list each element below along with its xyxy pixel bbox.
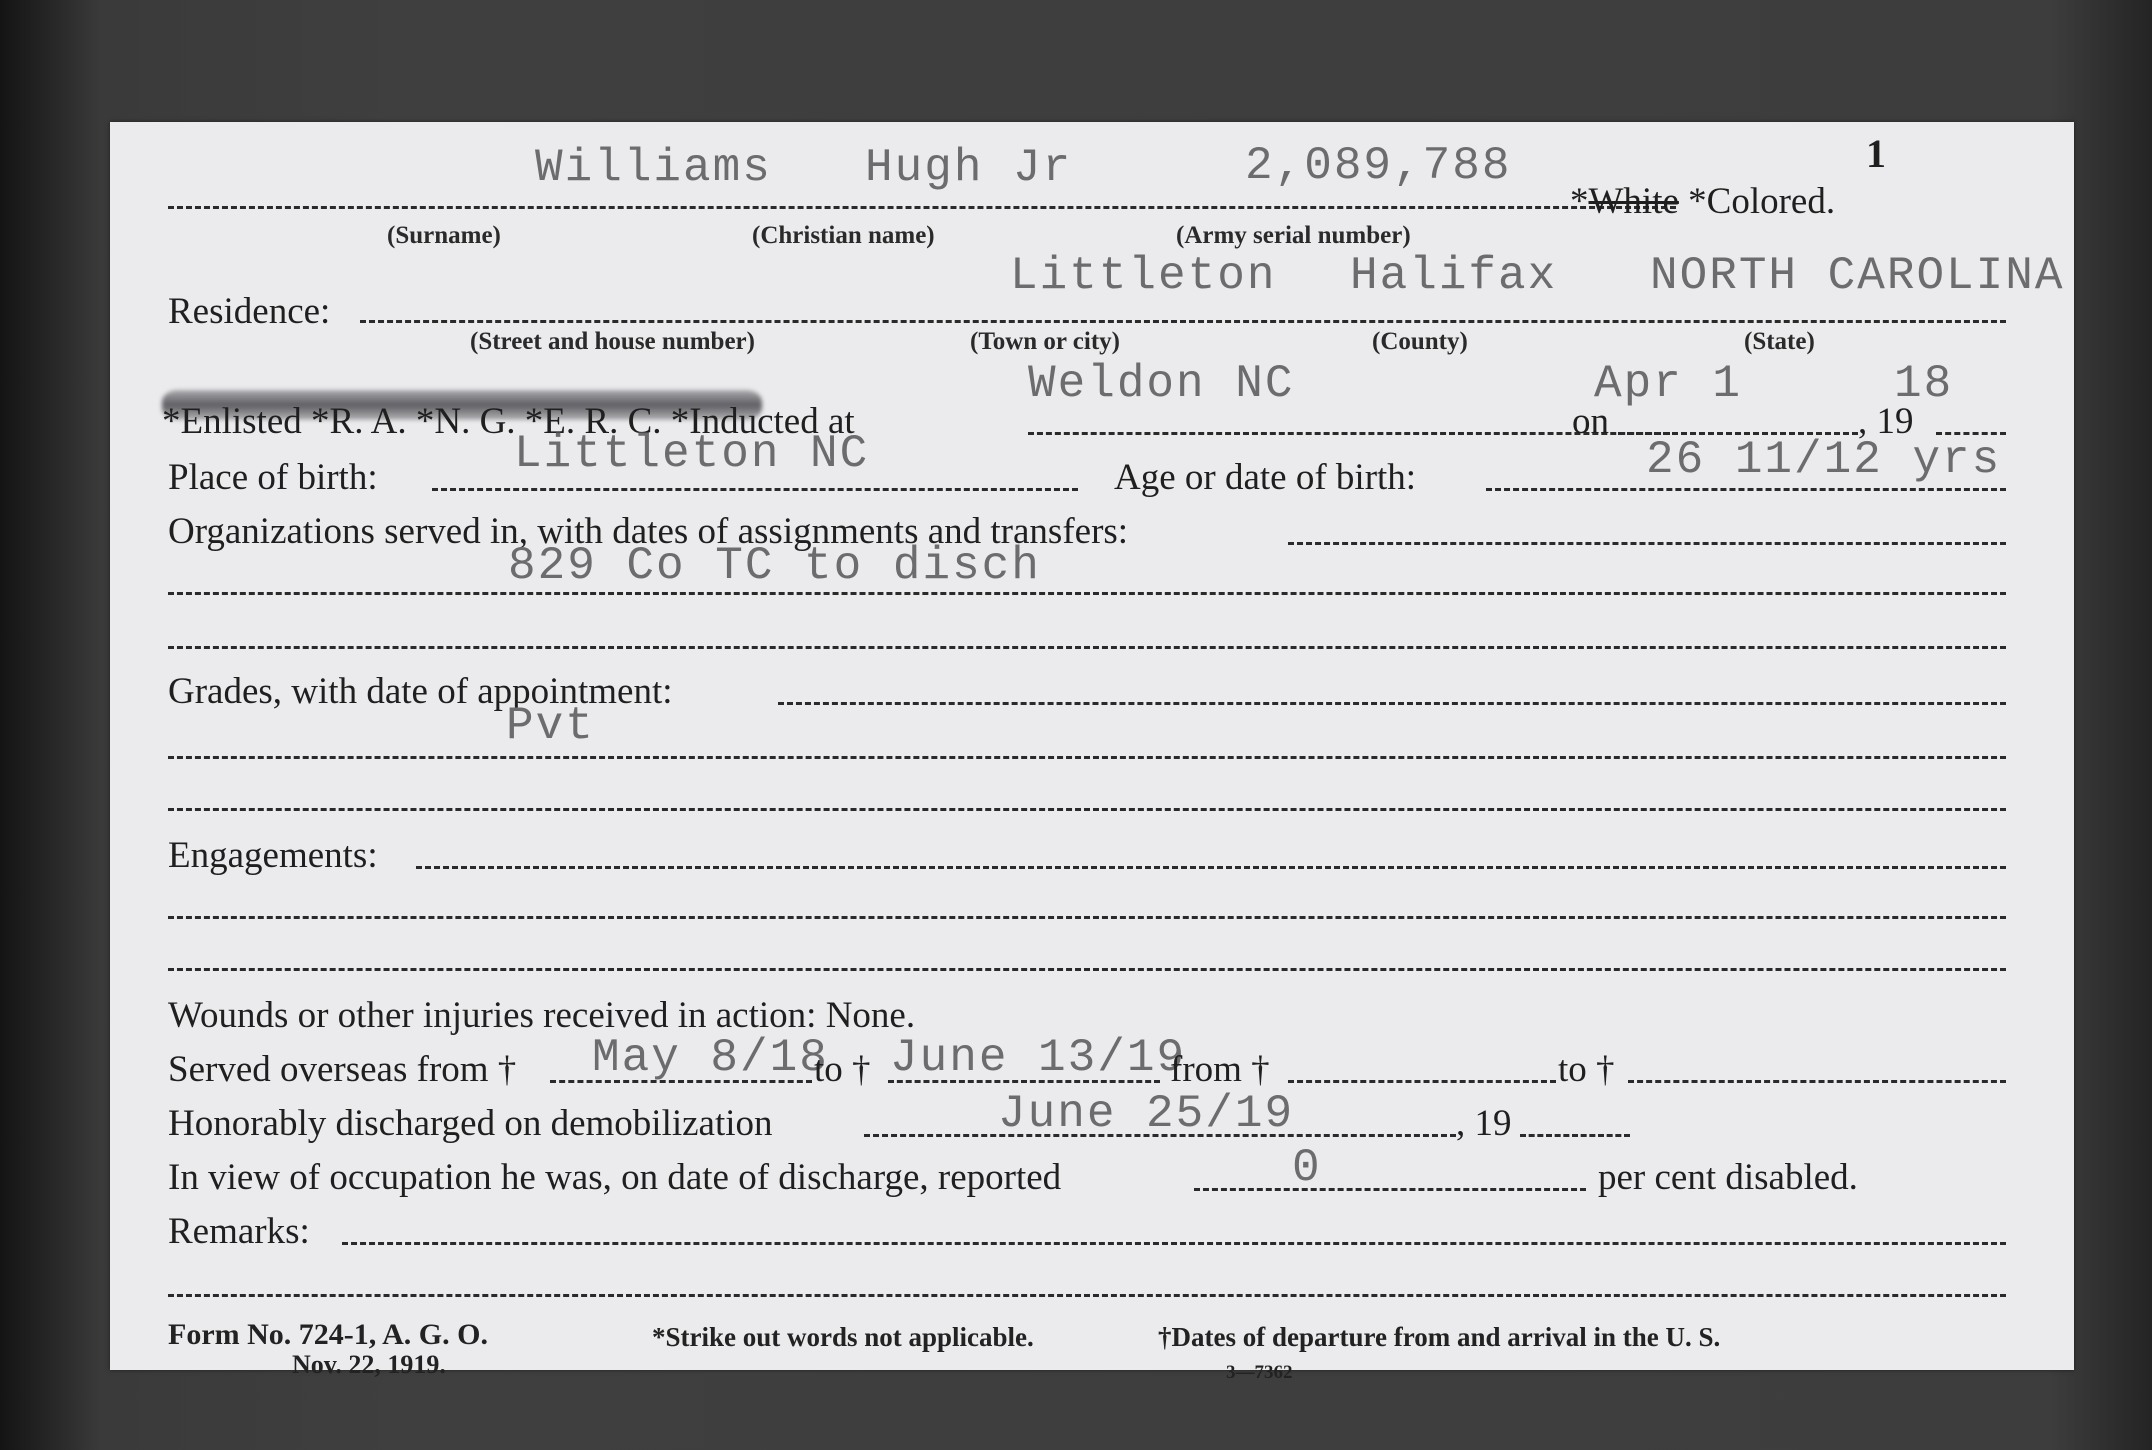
age-line: [1486, 488, 2006, 491]
serial-number-value: 2,089,788: [1245, 140, 1512, 192]
overseas-to2-label: to †: [1558, 1049, 1615, 1090]
induction-year-prefix: , 19: [1858, 401, 1914, 442]
overseas-from2-line: [1288, 1080, 1556, 1083]
race-white-struck: White: [1588, 181, 1679, 222]
caption-county: (County): [1372, 328, 1468, 355]
disability-suffix: per cent disabled.: [1598, 1157, 1858, 1198]
grades-line-2: [168, 756, 2006, 759]
race-options: [1570, 180, 1835, 223]
organizations-label: Organizations served in, with dates of assignments and transfers:: [168, 511, 1129, 552]
remarks-line-2: [168, 1294, 2006, 1297]
race-star-1: *: [1570, 181, 1589, 222]
overseas-from2-label: from †: [1170, 1049, 1270, 1090]
on-label: on: [1572, 401, 1609, 442]
discharge-year-label: , 19: [1456, 1103, 1512, 1144]
surname-value: Williams: [535, 142, 772, 194]
residence-town-value: Littleton: [1010, 250, 1277, 302]
grades-value: Pvt: [506, 700, 595, 752]
discharge-label: Honorably discharged on demobilization: [168, 1103, 773, 1144]
residence-county-value: Halifax: [1350, 250, 1558, 302]
dates-note: †Dates of departure from and arrival in the U. S.: [1158, 1322, 1721, 1352]
inducted-at-value: Weldon NC: [1028, 358, 1295, 410]
induction-year-value: 18: [1894, 358, 1954, 410]
form-number: Form No. 724-1, A. G. O.: [168, 1318, 488, 1351]
grades-label: Grades, with date of appointment:: [168, 671, 673, 712]
caption-town: (Town or city): [970, 328, 1120, 355]
engagements-line-1: [416, 866, 2006, 869]
discharge-date-value: June 25/19: [998, 1088, 1295, 1140]
remarks-label: Remarks:: [168, 1211, 310, 1252]
residence-state-value: NORTH CAROLINA: [1650, 250, 2065, 302]
overseas-to-label: to †: [814, 1049, 871, 1090]
caption-serial-number: (Army serial number): [1176, 222, 1411, 249]
form-date: Nov. 22, 1919.: [292, 1350, 446, 1379]
engagements-line-3: [168, 968, 2006, 971]
service-record-card: [110, 122, 2074, 1383]
discharge-year-line: [1520, 1134, 1630, 1137]
disability-percent-value: 0: [1292, 1142, 1322, 1194]
organizations-line-1: [1288, 542, 2006, 545]
caption-surname: (Surname): [387, 222, 501, 249]
birth-place-label: Place of birth:: [168, 457, 378, 498]
caption-christian-name: (Christian name): [752, 222, 935, 249]
overseas-from-label: Served overseas from †: [168, 1049, 517, 1090]
card-number: 1: [1866, 131, 1886, 176]
enlisted-label: *Enlisted *R. A. *N. G. *E. R. C. *Inducted at: [162, 401, 855, 442]
overseas-from-value: May 8/18: [592, 1032, 829, 1084]
birth-place-value: Littleton NC: [514, 428, 870, 480]
residence-line: [360, 320, 2006, 323]
age-value: 26 11/12 yrs: [1646, 434, 2002, 486]
induction-date-value: Apr 1: [1594, 358, 1743, 410]
grades-line-3: [168, 808, 2006, 811]
organizations-value: 829 Co TC to disch: [508, 540, 1041, 592]
overseas-to2-line: [1628, 1080, 2006, 1083]
caption-street: (Street and house number): [470, 328, 755, 355]
caption-state: (State): [1744, 328, 1815, 355]
engagements-label: Engagements:: [168, 835, 378, 876]
overseas-to-value: June 13/19: [890, 1032, 1187, 1084]
organizations-line-3: [168, 646, 2006, 649]
race-star-2: *: [1688, 181, 1707, 222]
residence-label: Residence:: [168, 291, 331, 332]
organizations-line-2: [168, 592, 2006, 595]
strike-note: *Strike out words not applicable.: [652, 1322, 1034, 1352]
engagements-line-2: [168, 916, 2006, 919]
remarks-line-1: [342, 1242, 2006, 1245]
christian-name-value: Hugh Jr: [865, 142, 1073, 194]
age-label: Age or date of birth:: [1114, 457, 1417, 498]
name-line: [168, 206, 1676, 209]
wounds-label: Wounds or other injuries received in action: None.: [168, 995, 916, 1036]
disability-label: In view of occupation he was, on date of discharge, reported: [168, 1157, 1062, 1198]
disability-line: [1194, 1188, 1586, 1191]
grades-line-1: [778, 702, 2006, 705]
race-colored: Colored.: [1706, 181, 1836, 222]
birth-place-line: [432, 488, 1078, 491]
print-code: 3—7362: [1226, 1362, 1293, 1383]
